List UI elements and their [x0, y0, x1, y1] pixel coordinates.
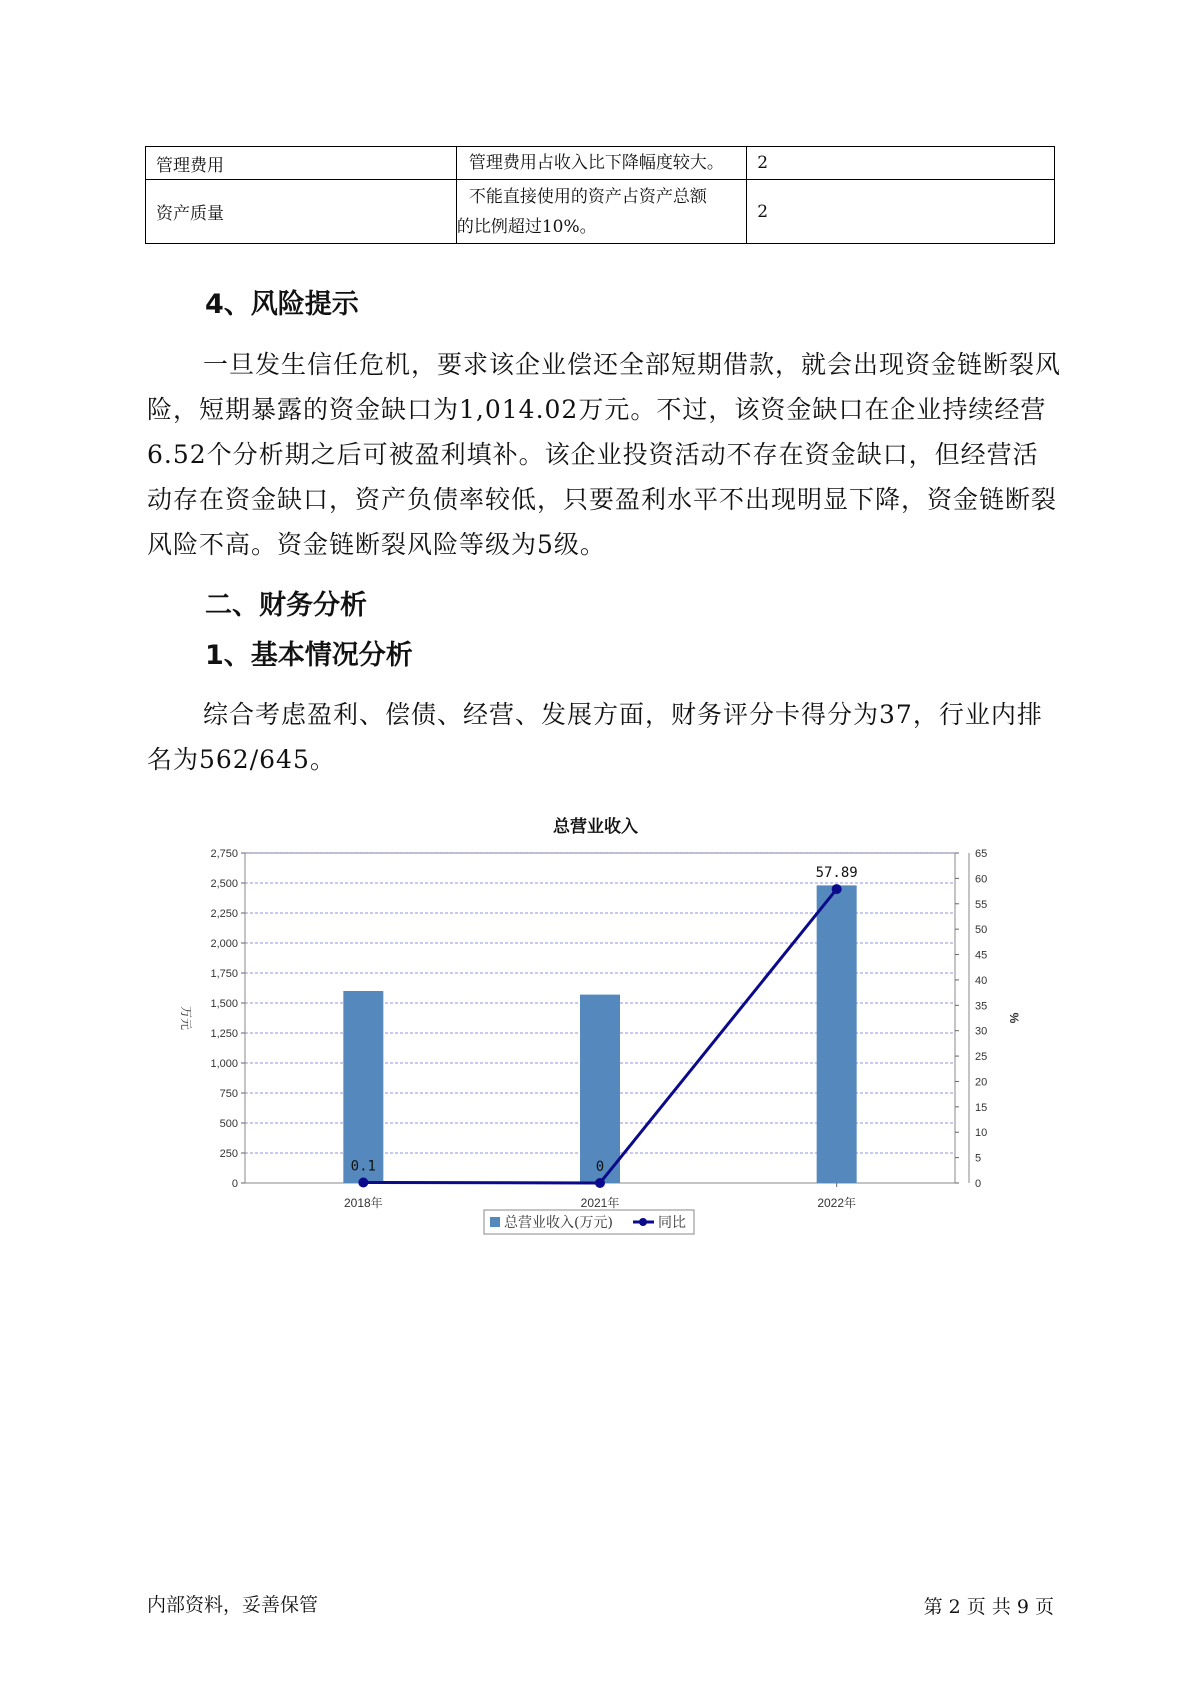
- yoy-point: [358, 1177, 368, 1187]
- table-cell-desc: [456, 180, 746, 244]
- bar: [817, 885, 857, 1183]
- risk-table: [145, 146, 1055, 244]
- legend-line-marker: [639, 1218, 647, 1226]
- y2-tick-label: 35: [975, 1000, 988, 1013]
- y-axis-label: 万元: [179, 1005, 193, 1031]
- basic-analysis-paragraph: 综合考虑盈利、偿债、经营、发展方面，财务评分卡得分为37，行业内排名为562/645。: [147, 700, 1043, 774]
- y2-tick-label: 15: [975, 1101, 988, 1114]
- y-tick-label: 1,250: [210, 1028, 238, 1040]
- legend-bar-swatch: [490, 1217, 500, 1227]
- y2-tick-label: 40: [975, 974, 988, 987]
- y-tick-label: 2,250: [210, 908, 238, 920]
- yoy-data-label: 57.89: [815, 865, 858, 882]
- revenue-chart: [170, 845, 1040, 1260]
- y2-tick-label: 25: [975, 1051, 988, 1064]
- desc-text-line1: 不能直接使用的资产占资产总额: [468, 186, 707, 207]
- y-tick-label: 750: [219, 1088, 238, 1100]
- y-tick-label: 1,500: [210, 998, 238, 1010]
- y2-tick-label: 55: [975, 898, 988, 911]
- y-tick-label: 0: [231, 1178, 238, 1190]
- heading-basic-analysis: 1、基本情况分析: [205, 640, 413, 671]
- risk-paragraph: 一旦发生信任危机，要求该企业偿还全部短期借款，就会出现资金链断裂风险，短期暴露的资金缺口为1,014.02万元。不过，该资金缺口在企业持续经营 6.52个分析期之后可被盈利填补。该企业投资活动不存在资金缺口，但经营活动存在资金缺口，资产负债率较低，只要盈利水平不出现明显下降，资金链断裂风险不高。资金链断裂风险等级为5级。: [147, 350, 1062, 559]
- legend-line-label: 同比: [658, 1215, 686, 1231]
- y-tick-label: 1,000: [210, 1058, 238, 1070]
- y2-tick-label: 65: [975, 848, 988, 860]
- y2-tick-label: 60: [975, 873, 988, 886]
- y-tick-label: 2,750: [210, 848, 238, 860]
- y2-tick-label: 5: [975, 1152, 982, 1165]
- x-tick-label: 2022年: [817, 1196, 857, 1210]
- yoy-data-label: 0.1: [350, 1158, 376, 1175]
- bar: [343, 991, 383, 1183]
- y2-tick-label: 30: [975, 1025, 988, 1038]
- table-row: [146, 180, 1055, 244]
- y2-axis-label: %: [1007, 1012, 1021, 1024]
- table-cell-item: 资产质量: [146, 180, 457, 244]
- y2-tick-label: 50: [975, 924, 988, 937]
- x-tick-label: 2021年: [580, 1196, 620, 1210]
- y2-tick-label: 45: [975, 949, 988, 962]
- x-tick-label: 2018年: [343, 1196, 383, 1210]
- table-cell-item: 管理费用: [146, 147, 457, 180]
- y2-tick-label: 10: [975, 1127, 988, 1140]
- y-tick-label: 2,500: [210, 878, 238, 890]
- yoy-data-label: 0: [595, 1159, 605, 1175]
- yoy-point: [832, 884, 842, 894]
- table-cell-score: 2: [747, 180, 1055, 244]
- y2-tick-label: 0: [975, 1178, 982, 1190]
- y-tick-label: 2,000: [210, 938, 238, 950]
- y-tick-label: 1,750: [210, 968, 238, 980]
- y-tick-label: 250: [219, 1148, 238, 1160]
- legend-bar-label: 总营业收入(万元): [504, 1215, 613, 1231]
- bar: [580, 995, 620, 1183]
- footer-page-number: 第 2 页 共 9 页: [923, 1596, 1054, 1618]
- y2-tick-label: 20: [975, 1076, 988, 1089]
- heading-financial-analysis: 二、财务分析: [205, 590, 367, 621]
- yoy-point: [595, 1178, 605, 1188]
- table-row: [146, 147, 1055, 180]
- y-tick-label: 500: [219, 1118, 238, 1130]
- chart-title: 总营业收入: [553, 817, 638, 837]
- footer-confidential: 内部资料，妥善保管: [147, 1594, 319, 1616]
- heading-risk-warning: 4、风险提示: [205, 289, 359, 320]
- table-cell-score: 2: [747, 147, 1055, 180]
- desc-text-line2: 的比例超过10%。: [456, 216, 597, 237]
- table-cell-desc: [456, 147, 746, 180]
- desc-text: 管理费用占收入比下降幅度较大。: [468, 153, 724, 173]
